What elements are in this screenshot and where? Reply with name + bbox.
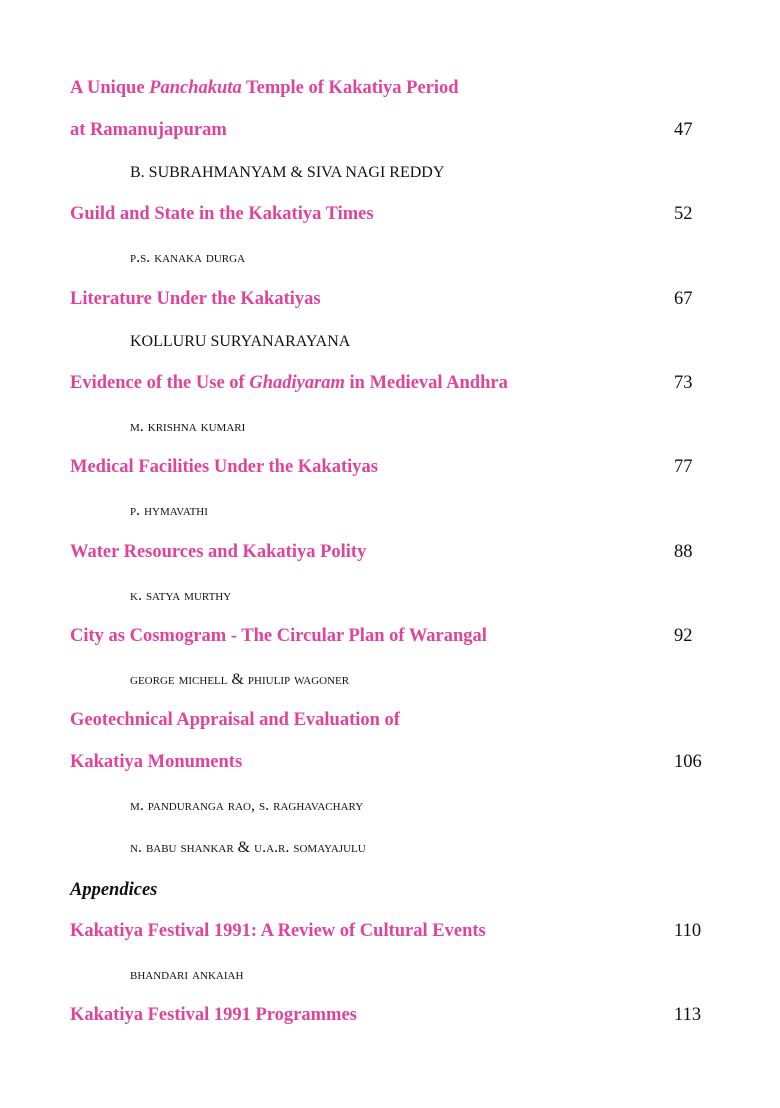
toc-entry-title <box>0 452 780 482</box>
page-number: 67 <box>674 289 693 309</box>
toc-entry-title <box>0 916 780 946</box>
toc-title: Geotechnical Appraisal and Evaluation of <box>70 710 400 730</box>
author-name: k. satya murthy <box>130 587 232 604</box>
toc-author <box>0 960 780 990</box>
toc-entry-title <box>0 537 780 567</box>
toc-author <box>0 665 780 695</box>
author-name: p. hymavathi <box>130 502 208 519</box>
toc-entry-title <box>0 284 780 314</box>
toc-entry-title <box>0 368 780 398</box>
toc-author <box>0 412 780 442</box>
page-number: 106 <box>674 752 702 772</box>
toc-title: at Ramanujapuram <box>70 120 227 140</box>
page-number: 113 <box>674 1005 702 1025</box>
toc-author <box>0 243 780 273</box>
toc-author <box>0 833 780 863</box>
toc-title: Guild and State in the Kakatiya Times <box>70 204 374 224</box>
author-name: p.s. kanaka durga <box>130 249 246 266</box>
author-name: m. panduranga rao, s. raghavachary <box>130 797 364 814</box>
page-number: 88 <box>674 542 693 562</box>
toc-author <box>0 581 780 611</box>
toc-title: Kakatiya Festival 1991 Programmes <box>70 1005 357 1025</box>
toc-title: Kakatiya Festival 1991: A Review of Cultural Events <box>70 921 486 941</box>
appendices-heading: Appendices <box>70 880 158 900</box>
author-name: bhandari ankaiah <box>130 966 244 983</box>
toc-title: A Unique Panchakuta Temple of Kakatiya Period <box>70 78 459 98</box>
page-number: 47 <box>674 120 693 140</box>
toc-title: Evidence of the Use of Ghadiyaram in Medieval Andhra <box>70 373 508 393</box>
page-number: 73 <box>674 373 693 393</box>
toc-entry-title <box>0 199 780 229</box>
author-name: george michell & phiulip wagoner <box>130 671 350 688</box>
toc-author <box>0 158 780 188</box>
appendices-heading-row <box>0 875 780 905</box>
author-name: m. krishna kumari <box>130 418 246 435</box>
author-name: n. babu shankar & u.a.r. somayajulu <box>130 839 366 856</box>
author-name: KOLLURU SURYANARAYANA <box>130 333 351 350</box>
toc-entry-title <box>0 621 780 651</box>
page-number: 77 <box>674 457 693 477</box>
toc-title: Water Resources and Kakatiya Polity <box>70 542 367 562</box>
toc-title: Literature Under the Kakatiyas <box>70 289 321 309</box>
author-name: B. SUBRAHMANYAM & SIVA NAGI REDDY <box>130 164 445 181</box>
toc-title: City as Cosmogram - The Circular Plan of Warangal <box>70 626 487 646</box>
toc-entry-title <box>0 73 780 103</box>
toc-entry-title <box>0 1000 780 1030</box>
toc-entry-title <box>0 747 780 777</box>
toc-author <box>0 791 780 821</box>
toc-author <box>0 327 780 357</box>
toc-title: Kakatiya Monuments <box>70 752 243 772</box>
toc-title: Medical Facilities Under the Kakatiyas <box>70 457 378 477</box>
page-number: 92 <box>674 626 693 646</box>
toc-author <box>0 496 780 526</box>
toc-entry-title <box>0 115 780 145</box>
page-number: 110 <box>674 921 702 941</box>
page-number: 52 <box>674 204 693 224</box>
toc-entry-title <box>0 705 780 735</box>
